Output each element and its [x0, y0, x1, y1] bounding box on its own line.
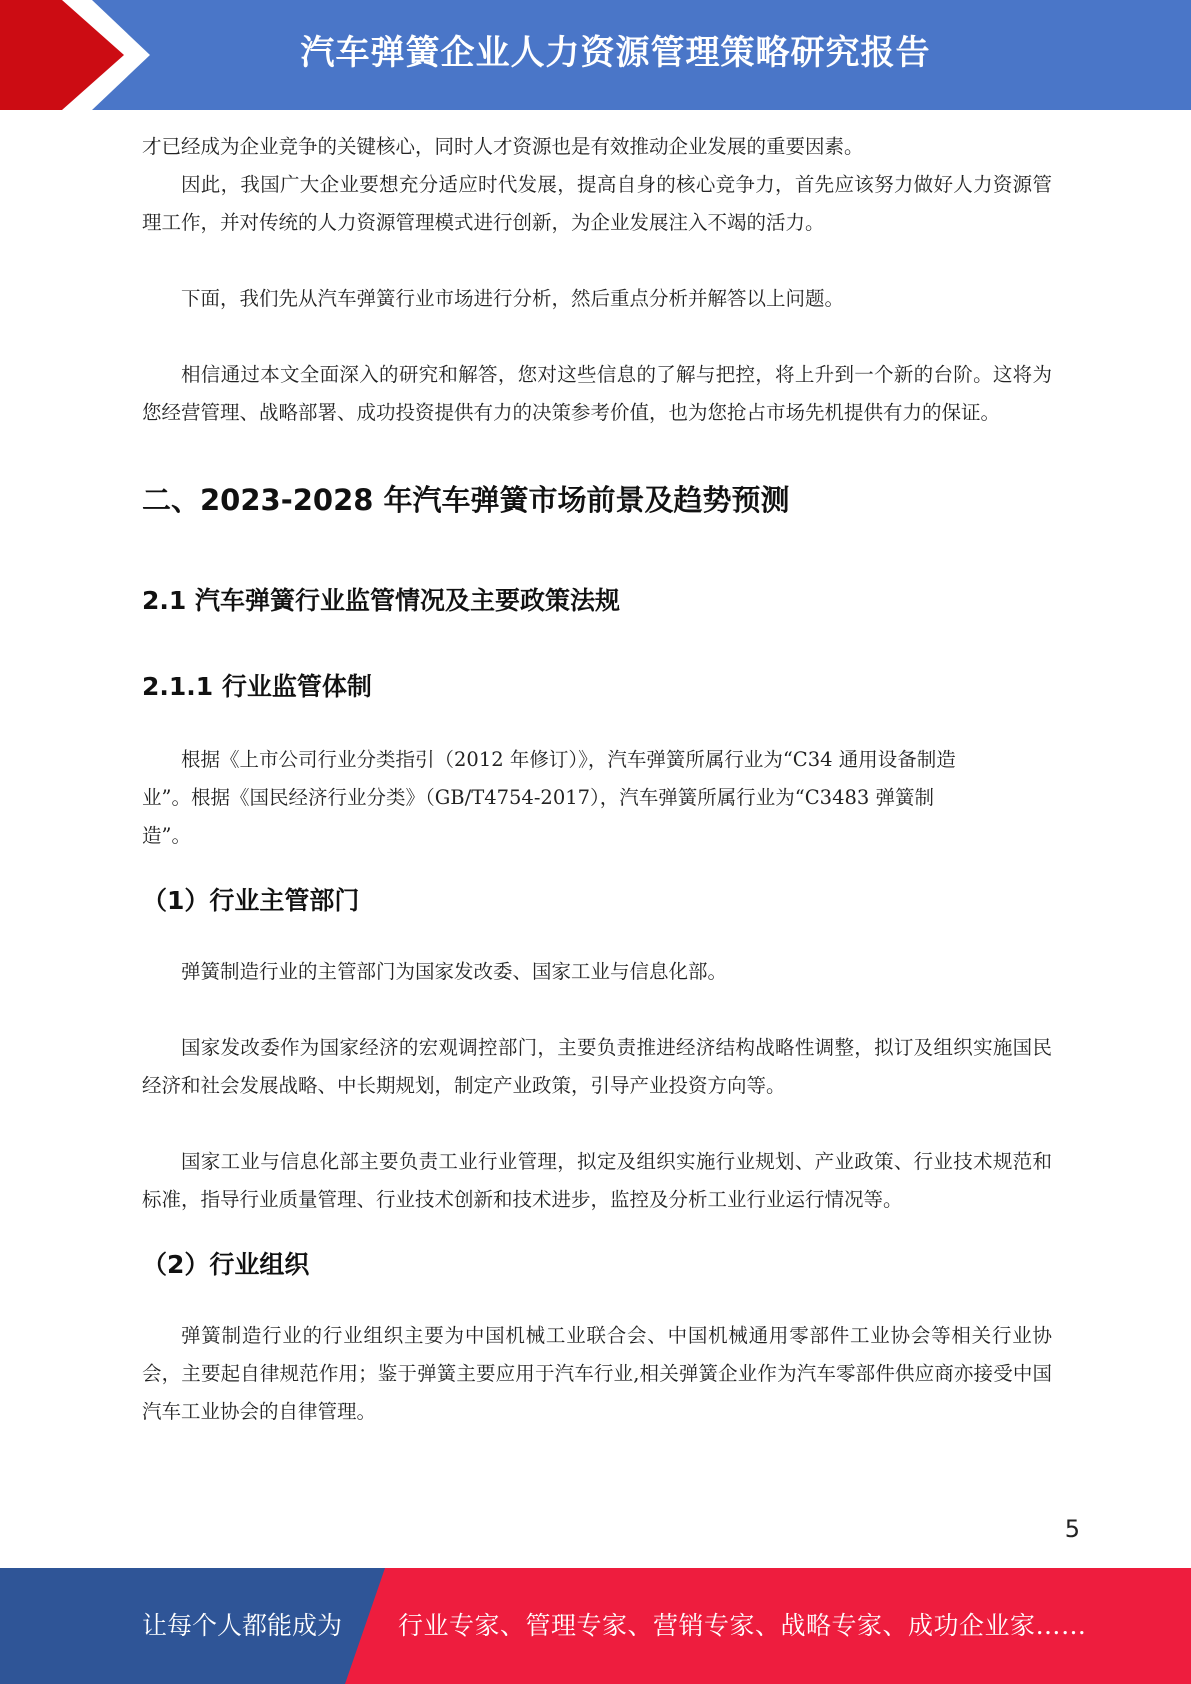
- paragraph-line: 造”。: [142, 824, 191, 847]
- subsubsection-heading: 2.1.1 行业监管体制: [142, 672, 372, 701]
- page-header: [0, 0, 1191, 110]
- subsection-heading: 2.1 汽车弹簧行业监管情况及主要政策法规: [142, 586, 620, 615]
- paragraph: 国家工业与信息化部主要负责工业行业管理，拟定及组织实施行业规划、产业政策、行业技术规范和标准，指导行业质量管理、行业技术创新和技术进步，监控及分析工业行业运行情况等。: [142, 1150, 1052, 1211]
- paragraph: 下面，我们先从汽车弹簧行业市场进行分析，然后重点分析并解答以上问题。: [181, 287, 845, 310]
- paragraph: 弹簧制造行业的行业组织主要为中国机械工业联合会、中国机械通用零部件工业协会等相关行业协会，主要起自律规范作用；鉴于弹簧主要应用于汽车行业,相关弹簧企业作为汽车零部件供应商亦接受中国汽车工业协会的自律管理。: [142, 1324, 1052, 1423]
- paragraph-line: 根据《上市公司行业分类指引（2012 年修订）》，汽车弹簧所属行业为“C34 通用设备制造: [181, 748, 956, 771]
- footer-slogan-right: 行业专家、管理专家、营销专家、战略专家、成功企业家……: [398, 1611, 1087, 1640]
- paragraph: 才已经成为企业竞争的关键核心，同时人才资源也是有效推动企业发展的重要因素。: [142, 135, 864, 158]
- paragraph: 因此，我国广大企业要想充分适应时代发展，提高自身的核心竞争力，首先应该努力做好人力资源管理工作，并对传统的人力资源管理模式进行创新，为企业发展注入不竭的活力。: [142, 173, 1052, 234]
- paragraph-line: 业”。根据《国民经济行业分类》（GB/T4754-2017），汽车弹簧所属行业为“C3483 弹簧制: [142, 786, 935, 809]
- item-heading: （1）行业主管部门: [142, 886, 360, 915]
- paragraph: 弹簧制造行业的主管部门为国家发改委、国家工业与信息化部。: [181, 960, 728, 983]
- footer-slogan-left: 让每个人都能成为: [142, 1611, 343, 1640]
- item-heading: （2）行业组织: [142, 1250, 310, 1279]
- header-chevron-decoration: [0, 0, 160, 110]
- page-number: 5: [1064, 1515, 1080, 1543]
- document-title: 汽车弹簧企业人力资源管理策略研究报告: [300, 33, 931, 73]
- page-footer: [0, 1568, 1191, 1684]
- page-content: [142, 128, 1052, 1431]
- section-heading: 二、2023-2028 年汽车弹簧市场前景及趋势预测: [142, 483, 790, 517]
- paragraph: 相信通过本文全面深入的研究和解答，您对这些信息的了解与把控，将上升到一个新的台阶。这将为您经营管理、战略部署、成功投资提供有力的决策参考价值，也为您抢占市场先机提供有力的保证。: [142, 363, 1052, 424]
- paragraph: 国家发改委作为国家经济的宏观调控部门，主要负责推进经济结构战略性调整，拟订及组织实施国民经济和社会发展战略、中长期规划，制定产业政策，引导产业投资方向等。: [142, 1036, 1052, 1097]
